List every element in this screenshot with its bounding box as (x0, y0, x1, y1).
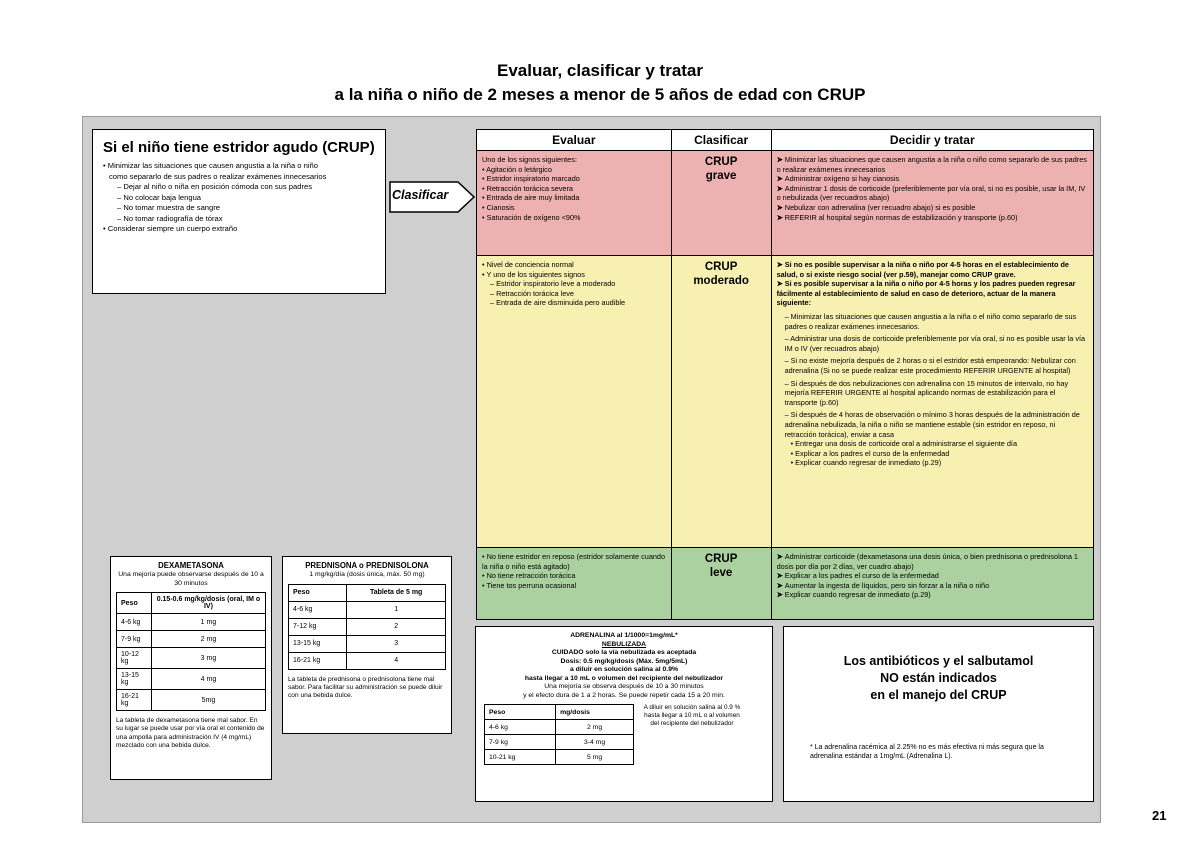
list-item: • No tiene retracción torácica (482, 571, 576, 581)
cell: 2 mg (556, 720, 634, 735)
cell: 16-21 kg (289, 652, 347, 669)
table-row (117, 648, 266, 669)
dexa-caption: Una mejoría puede observarse después de 10 a 30 minutos (118, 571, 264, 587)
dexa-col-peso: Peso (117, 593, 152, 614)
list-item: • Estridor inspiratorio marcado (482, 174, 580, 184)
table-row (289, 618, 446, 635)
header-evaluar: Evaluar (477, 130, 672, 151)
table-row (289, 635, 446, 652)
cell: 3 (347, 635, 446, 652)
classification-table (476, 129, 1094, 620)
message-line: Los antibióticos y el salbutamol (843, 654, 1034, 668)
adre-line: Una mejoría se observa después de 10 a 30 minutos (544, 683, 704, 690)
page-number: 21 (1152, 808, 1167, 823)
cell: 16-21 kg (117, 690, 152, 711)
dexametasona-box (110, 556, 272, 780)
adre-table (484, 704, 634, 765)
header-clasificar: Clasificar (671, 130, 771, 151)
list-item: ➤ Administrar corticoide (dexametasona una dosis única, o bien prednisona o prednisolona 1 dosis por día por 2 días, ver cuadro abajo) (776, 552, 1078, 571)
list-item: • Explicar cuando regresar de inmediato (p.29) (790, 458, 942, 468)
class-label: CRUP (704, 553, 738, 565)
list-item: ➤ Minimizar las situaciones que causen angustia a la niña o niño como separarlo de sus padres o realizar exámenes innecesarios (776, 155, 1087, 174)
list-item: – Si después de dos nebulizaciones con adrenalina con 15 minutos de intervalo, no hay mejoría REFERIR URGENTE al hospital aplicando normas de estabilización para el transporte (p.60) (784, 378, 1069, 407)
table-row (289, 601, 446, 618)
class-grave (671, 151, 771, 256)
adre-line: Dosis: 0.5 mg/kg/dosis (Máx. 5mg/5mL) (560, 657, 688, 665)
class-level: leve (709, 567, 733, 579)
leve-evaluar (477, 548, 672, 620)
cell: 2 (347, 618, 446, 635)
stridor-box (92, 129, 386, 294)
message-line: NO están indicados (880, 671, 997, 685)
dexa-title: DEXAMETASONA (158, 561, 224, 570)
table-header-row (477, 130, 1094, 151)
pred-note: La tableta de prednisona o prednisolona tiene mal sabor. Para facilitar su administración se puede diluir con una bebida dulce. (288, 675, 443, 700)
list-item: – Retracción torácica leve (490, 288, 574, 298)
cell: 10-21 kg (485, 750, 556, 765)
pred-caption: 1 mg/kg/día (dosis única, máx. 50 mg) (309, 571, 425, 578)
cell: 7-12 kg (289, 618, 347, 635)
dexa-note: La tableta de dexametasona tiene mal sabor. En su lugar se puede usar por vía oral el contenido de una ampolla para administración IV (4 mg/mL) mezclado con una bebida dulce. (116, 717, 265, 750)
list-item: • Y uno de los siguientes signos (482, 269, 585, 279)
list-item: – Estridor inspiratorio leve a moderado (490, 279, 616, 289)
list-item: • No tiene estridor en reposo (estridor solamente cuando la niña o niño está agitado) (482, 552, 666, 571)
list-item: – Entrada de aire disminuida pero audible (490, 298, 626, 308)
class-level: moderado (693, 275, 749, 287)
list-item: • Retracción torácica severa (482, 183, 573, 193)
stridor-item: – No colocar baja lengua (117, 192, 202, 202)
cell: 7-9 kg (485, 735, 556, 750)
adre-line: NEBULIZADA (601, 640, 647, 648)
table-row (117, 690, 266, 711)
list-item: • Saturación de oxígeno <90% (482, 212, 581, 222)
class-leve (671, 548, 771, 620)
pred-title: PREDNISONA o PREDNISOLONA (305, 561, 429, 570)
list-item: ➤ Explicar cuando regresar de inmediato (p.29) (776, 590, 931, 600)
list-item: – Si no existe mejoría después de 2 horas o si el estridor está empeorando: Nebulizar con adrenalina (Si no se puede realizar este procedimiento REFERIR URGENTE al hospital) (784, 356, 1076, 375)
table-row (485, 720, 634, 735)
cell: 3 mg (151, 648, 265, 669)
cell: 7-9 kg (117, 631, 152, 648)
stridor-item: como separarlo de sus padres o realizar exámenes innecesarios (109, 171, 327, 181)
list-item: Uno de los signos siguientes: (482, 155, 577, 164)
list-item: – Si después de 4 horas de observación o mínimo 3 horas después de la administración de adrenalina nebulizada, la niña o niño se mantiene estable (sin estridor en reposo, ni retracción torácica), enviar a casa (784, 410, 1080, 439)
list-item: ➤ Nebulizar con adrenalina (ver recuadro abajo) si es posible (776, 202, 976, 212)
moderado-evaluar (477, 256, 672, 548)
stridor-item: • Considerar siempre un cuerpo extraño (103, 224, 238, 233)
list-item: • Nivel de conciencia normal (482, 260, 574, 269)
stridor-item: – Dejar al niño o niña en posición cómoda con sus padres (117, 182, 313, 191)
cell: 3-4 mg (556, 735, 634, 750)
list-item: ➤ Si es posible supervisar a la niña o niño por 4-5 horas y los padres pueden regresar fácilmente al establecimiento de salud en caso de deterioro, actuar de la manera siguiente: (776, 279, 1076, 308)
table-row (117, 614, 266, 631)
row-grave (477, 151, 1094, 256)
list-item: – Administrar una dosis de corticoide preferiblemente por vía oral, si no es posible usar la vía IM o IV (ver recuadros abajo) (784, 334, 1086, 353)
list-item: • Entrada de aire muy limitada (482, 193, 580, 203)
adre-col-peso: Peso (485, 705, 556, 720)
table-row (289, 652, 446, 669)
list-item: ➤ REFERIR al hospital según normas de estabilización y transporte (p.60) (776, 212, 1018, 222)
cell: 4-6 kg (117, 614, 152, 631)
list-item: • Cianosis (482, 202, 515, 212)
stridor-item: – No tomar muestra de sangre (117, 203, 220, 212)
stridor-list (103, 161, 375, 235)
list-item: ➤ Administrar 1 dosis de corticoide (preferiblemente por vía oral, si no es posible, usar la IM, IV o nebulizada (ver recuadros abajo) (776, 183, 1086, 203)
class-moderado (671, 256, 771, 548)
page-subtitle: a la niña o niño de 2 meses a menor de 5 años de edad con CRUP (334, 85, 866, 104)
adre-line: ADRENALINA al 1/1000=1mg/mL* (570, 632, 678, 639)
stridor-item: – No tomar radiografía de tórax (117, 213, 223, 223)
cell: 4-6 kg (485, 720, 556, 735)
cell: 4 mg (151, 669, 265, 690)
cell: 1 (347, 601, 446, 618)
pred-col-dosis: Tableta de 5 mg (347, 584, 446, 601)
stridor-title: Si el niño tiene estridor agudo (CRUP) (103, 139, 375, 156)
cell: 13-15 kg (117, 669, 152, 690)
adre-line: a diluir en solución salina al 0.9% (569, 666, 679, 673)
list-item: ➤ Administrar oxígeno si hay cianosis (776, 174, 900, 184)
list-item: • Tiene tos perruna ocasional (482, 580, 577, 590)
antibiotics-box (783, 626, 1094, 802)
dexa-table (116, 592, 266, 711)
cell: 10-12 kg (117, 648, 152, 669)
pred-col-peso: Peso (289, 584, 347, 601)
row-moderado (477, 256, 1094, 548)
header-tratar: Decidir y tratar (771, 130, 1093, 151)
table-row (485, 750, 634, 765)
list-item: – Minimizar las situaciones que causen angustia a la niña o el niño como separarlo de sus padres o realizar exámenes innecesarios. (784, 311, 1077, 331)
prednisona-box (282, 556, 452, 734)
classify-label: Clasificar (392, 188, 449, 202)
adre-side-note: A diluir en solución salina al 0.9 % hasta llegar a 10 mL o al volumen del recipiente del nebulizador (643, 704, 741, 727)
cell: 4 (347, 652, 446, 669)
cell: 5mg (151, 690, 265, 711)
adre-line: y el efecto dura de 1 a 2 horas. Se puede repetir cada 15 a 20 min. (523, 691, 725, 699)
table-row (117, 669, 266, 690)
adre-line: CUIDADO solo la vía nebulizada es aceptada (551, 649, 697, 656)
antibiotics-footnote: * La adrenalina racémica al 2.25% no es más efectiva ni más segura que la adrenalina estándar a 1mg/mL (Adrenalina L). (810, 744, 1044, 760)
list-item: ➤ Si no es posible supervisar a la niña o niño por 4-5 horas en el establecimiento de salud, o si existe riesgo social (ver p.59), manejar como CRUP grave. (776, 260, 1069, 279)
moderado-tratar (771, 256, 1093, 548)
cell: 2 mg (151, 631, 265, 648)
class-label: CRUP (704, 156, 738, 168)
grave-tratar (771, 151, 1093, 256)
adrenalina-box (475, 626, 773, 802)
adre-line: hasta llegar a 10 mL o volumen del recipiente del nebulizador (524, 674, 724, 682)
adre-col-dosis: mg/dosis (556, 705, 634, 720)
grave-evaluar (477, 151, 672, 256)
message-line: en el manejo del CRUP (870, 688, 1007, 702)
class-level: grave (705, 170, 737, 182)
page-title: Evaluar, clasificar y tratar (496, 61, 704, 80)
list-item: • Agitación o letárgico (482, 164, 552, 174)
table-row (117, 631, 266, 648)
list-item: ➤ Aumentar la ingesta de líquidos, pero sin forzar a la niña o niño (776, 580, 990, 590)
dexa-col-dosis: 0.15-0.6 mg/kg/dosis (oral, IM o IV) (151, 593, 265, 614)
pred-table (288, 584, 446, 670)
list-item: • Explicar a los padres el curso de la enfermedad (790, 448, 950, 458)
cell: 5 mg (556, 750, 634, 765)
antibiotics-message (784, 653, 1093, 704)
cell: 4-6 kg (289, 601, 347, 618)
table-row (485, 735, 634, 750)
list-item: ➤ Explicar a los padres el curso de la enfermedad (776, 571, 939, 581)
stridor-item: • Minimizar las situaciones que causen angustia a la niña o niño (103, 161, 318, 170)
class-label: CRUP (704, 261, 738, 273)
leve-tratar (771, 548, 1093, 620)
cell: 13-15 kg (289, 635, 347, 652)
list-item: • Entregar una dosis de corticoide oral a administrarse el siguiente día (790, 439, 1018, 449)
cell: 1 mg (151, 614, 265, 631)
row-leve (477, 548, 1094, 620)
